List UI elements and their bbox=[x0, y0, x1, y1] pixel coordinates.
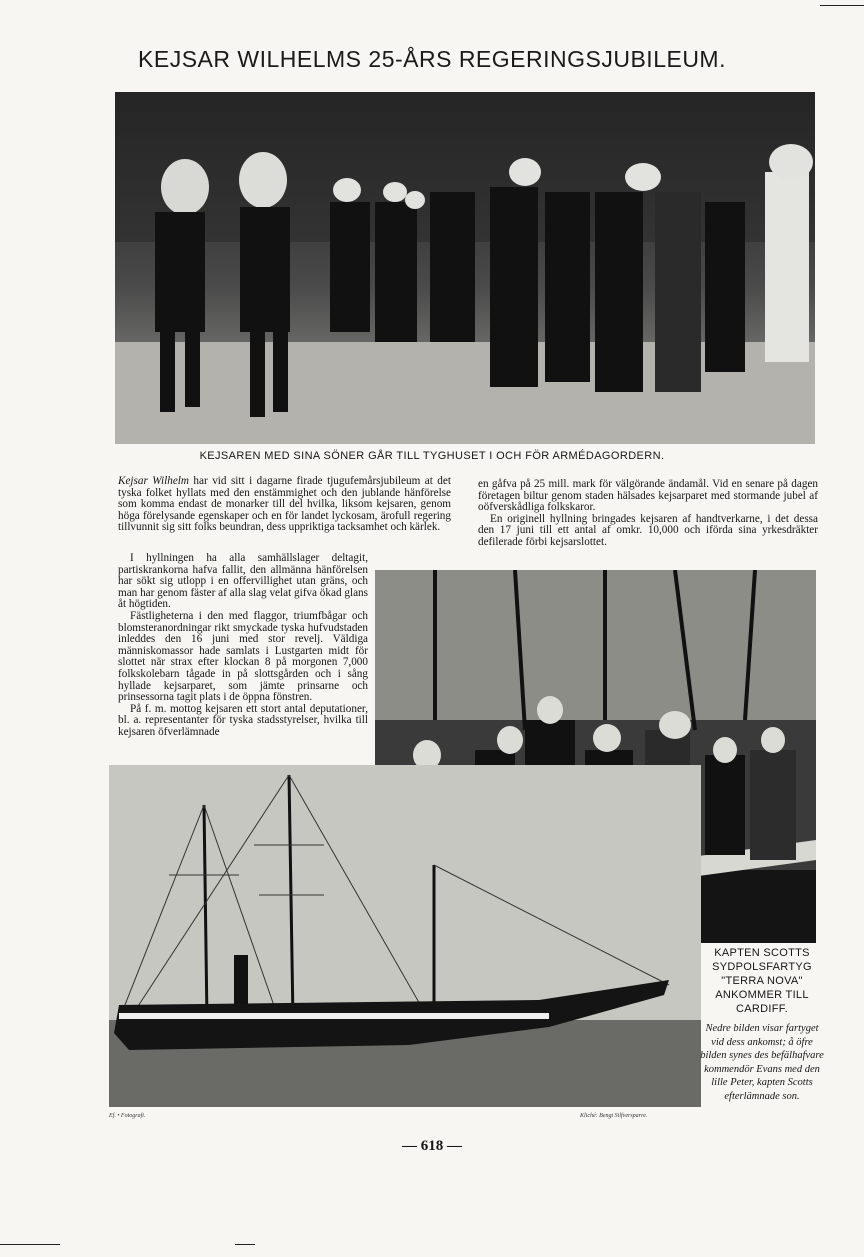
terra-nova-ship-photo-art bbox=[109, 765, 701, 1107]
scan-edge-line bbox=[235, 1244, 255, 1245]
article-paragraph: I hyllningen ha alla samhällslager deltagit, partiskrankorna hafva fallit, den allmänna hänförelsen har sökt sig utlopp i en offervillighet utan gräns, och man har genom fäster af alla slag velat gifva ökad glans åt högtiden. bbox=[118, 552, 368, 611]
article-paragraph: en gåfva på 25 mill. mark för välgörande ändamål. Vid en senare på dagen företagen biltur genom staden hälsades kejsarparet med stormande jubel af oöfverskådliga folkskaror. bbox=[478, 478, 818, 514]
article-column-right bbox=[478, 479, 818, 549]
article-paragraph: En originell hyllning bringades kejsaren af handtverkarne, i det dessa den 17 juni till ett antal af omkr. 10,000 och iförda sina yrkesdräkter defilerade förbi kejsarslottet. bbox=[478, 512, 818, 548]
article-paragraph: Fästligheterna i den med flaggor, triumfbågar och blomsteranordningar rikt smyckade tyska hufvudstaden inleddes den 16 juni med stor revelj. Väldiga människomassor hade samlats i Lustgarten midt för slottet när strax efter klockan 8 på morgonen 7,000 folkskolebarn tågade in på slottsgården och i sång hyllade kejsarparet, som jämte prinsarne och prinsessorna tagit plats i de öppna fönstren. bbox=[118, 609, 368, 704]
scan-edge-line bbox=[820, 5, 864, 6]
photo-credit-right: Kliché: Bengt Silfversparre. bbox=[580, 1113, 648, 1119]
article-lead-name: Kejsar Wilhelm bbox=[118, 475, 189, 487]
page-title: KEJSAR WILHELMS 25-ÅRS REGERINGSJUBILEUM. bbox=[138, 46, 726, 72]
article-paragraph-text: har vid sitt i dagarne firade tjugufemårsjubileum at det tyska folket hyllats med den enstämmighet och den jublande hänförelse som komma endast de monarker till del hvilka, liksom kejsaren, genom höga förelysande egenskaper och en för landet lyckosam, ärofull regering tillvunnit sig sitt folks beundran, dess uppriktiga tacksamhet och kärlek. bbox=[118, 475, 451, 534]
article-column-left bbox=[118, 476, 451, 534]
article-column-left-lower bbox=[118, 553, 368, 739]
parade-photo bbox=[115, 92, 815, 444]
photo-credit-left: Ef. • Fotografi. bbox=[109, 1113, 146, 1119]
page-number: — 618 — bbox=[402, 1138, 462, 1154]
article-paragraph: På f. m. mottog kejsaren ett stort antal deputationer, bl. a. representanter för tyska stadsstyrelser, hvilka till kejsaren öfverlämnade bbox=[118, 702, 368, 738]
scan-edge-line bbox=[0, 1244, 60, 1245]
ship-caption-title: KAPTEN SCOTTS SYDPOLSFARTYG "TERRA NOVA" ANKOMMER TILL CARDIFF. bbox=[712, 947, 812, 1015]
article-paragraph bbox=[118, 476, 451, 534]
parade-photo-art bbox=[115, 92, 815, 444]
parade-photo-caption: KEJSAREN MED SINA SÖNER GÅR TILL TYGHUSET I OCH FÖR ARMÉDAGORDERN. bbox=[199, 450, 665, 462]
ship-caption-subtitle: Nedre bilden visar fartyget vid dess ankomst; å öfre bilden synes des befälhafvare kommendör Evans med den lille Peter, kapten Scotts efterlämnade son. bbox=[700, 1023, 824, 1102]
terra-nova-ship-photo bbox=[109, 765, 701, 1107]
